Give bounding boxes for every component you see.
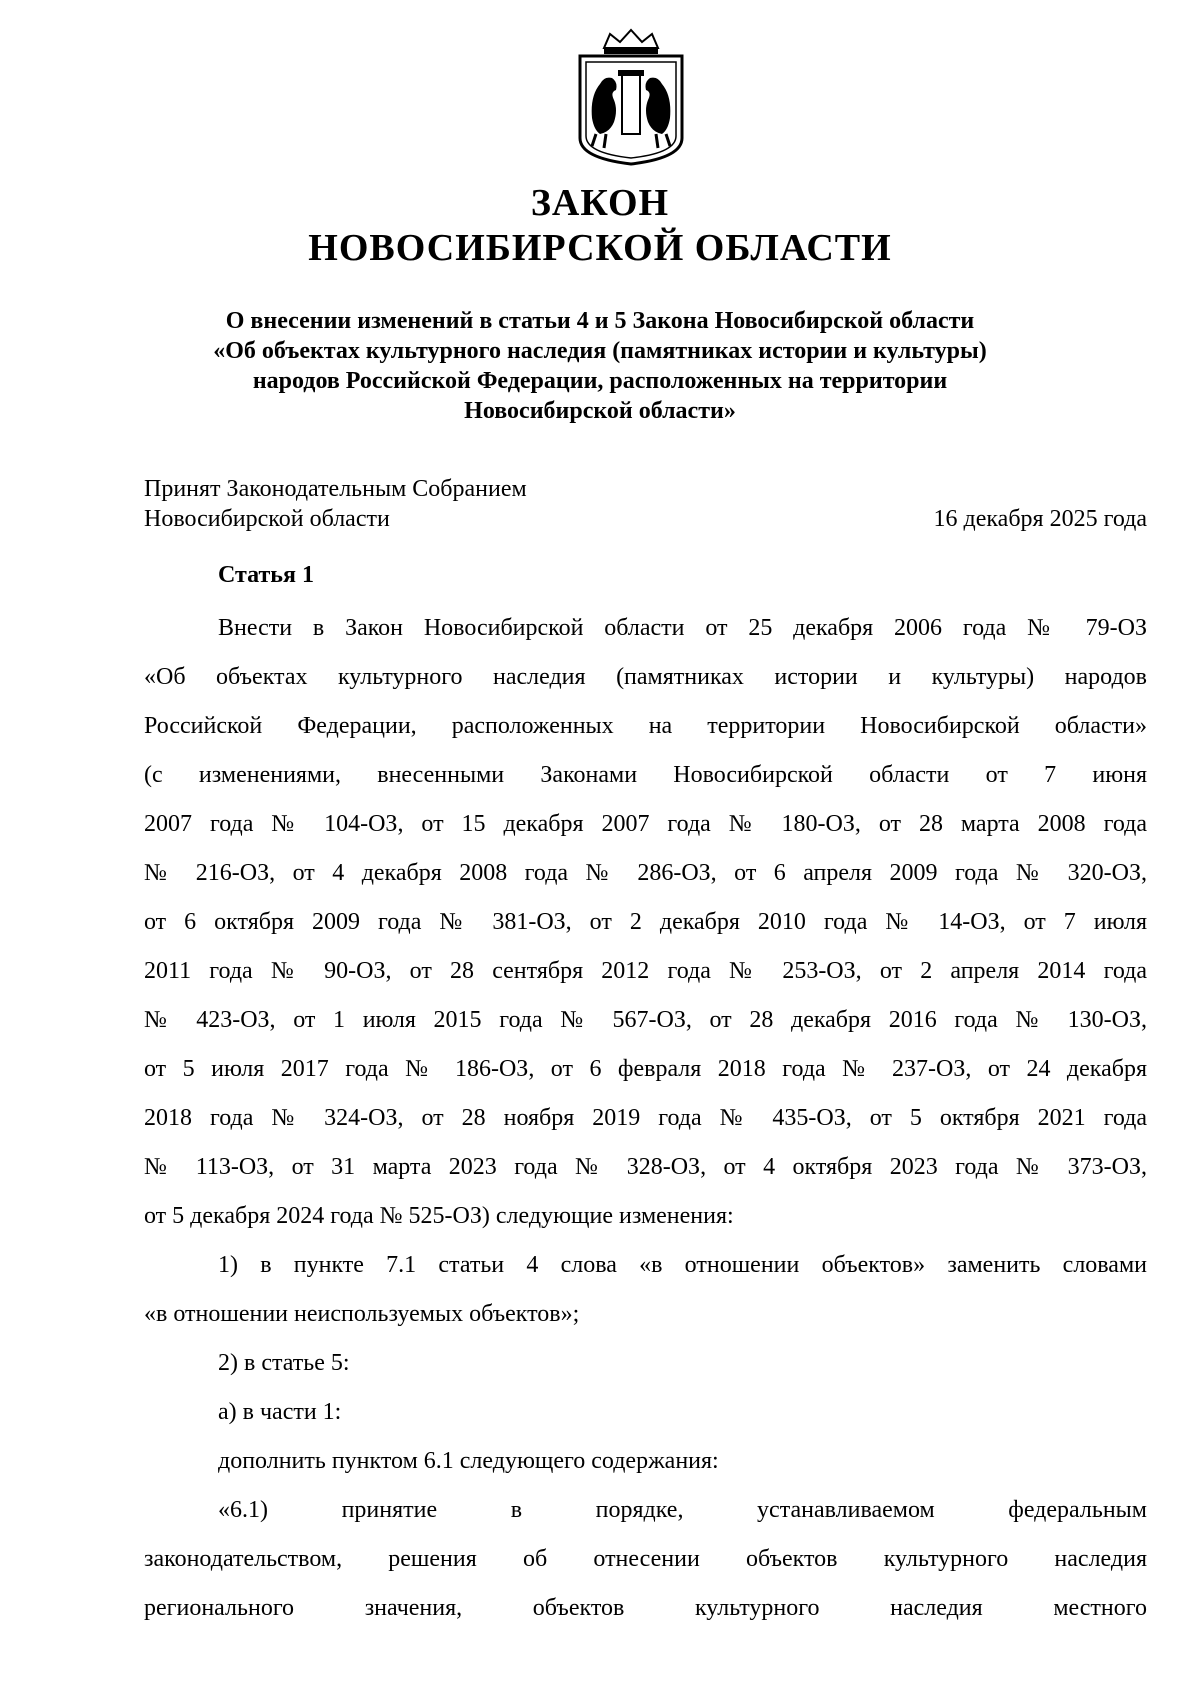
body-line: № 216-ОЗ, от 4 декабря 2008 года № 286-ОЗ, от 6 апреля 2009 года № 320-ОЗ, [144, 860, 1147, 886]
adoption-line: Принят Законодательным Собранием [144, 476, 527, 502]
region-title: НОВОСИБИРСКОЙ ОБЛАСТИ [308, 227, 892, 269]
subtitle-line: О внесении изменений в статьи 4 и 5 Закона Новосибирской области [225, 308, 975, 334]
body-line: 2) в статье 5: [218, 1350, 350, 1376]
body-line: Внести в Закон Новосибирской области от 25 декабря 2006 года № 79-ОЗ [218, 615, 1147, 641]
body-line: № 423-ОЗ, от 1 июля 2015 года № 567-ОЗ, от 28 декабря 2016 года № 130-ОЗ, [144, 1007, 1147, 1033]
body-line: от 5 июля 2017 года № 186-ОЗ, от 6 февраля 2018 года № 237-ОЗ, от 24 декабря [144, 1056, 1147, 1082]
body-line: 2007 года № 104-ОЗ, от 15 декабря 2007 года № 180-ОЗ, от 28 марта 2008 года [144, 811, 1147, 837]
body-line: 1) в пункте 7.1 статьи 4 слова «в отношении объектов» заменить словами [218, 1252, 1147, 1278]
article-heading: Статья 1 [218, 562, 314, 588]
law-title: ЗАКОН [530, 182, 670, 224]
body-line: «в отношении неиспользуемых объектов»; [144, 1301, 580, 1327]
subtitle-line: Новосибирской области» [464, 398, 736, 424]
body-line: от 6 октября 2009 года № 381-ОЗ, от 2 декабря 2010 года № 14-ОЗ, от 7 июля [144, 909, 1147, 935]
body-line: 2011 года № 90-ОЗ, от 28 сентября 2012 года № 253-ОЗ, от 2 апреля 2014 года [144, 958, 1147, 984]
body-line: (с изменениями, внесенными Законами Новосибирской области от 7 июня [144, 762, 1147, 788]
subtitle-line: «Об объектах культурного наследия (памятниках истории и культуры) [213, 338, 987, 364]
subtitle-line: народов Российской Федерации, расположенных на территории [252, 368, 948, 394]
coat-of-arms-emblem [570, 26, 692, 166]
adoption-line: Новосибирской области [144, 506, 390, 532]
adoption-date: 16 декабря 2025 года [933, 506, 1147, 532]
body-line: законодательством, решения об отнесении объектов культурного наследия [144, 1546, 1147, 1572]
body-line: дополнить пунктом 6.1 следующего содержания: [218, 1448, 719, 1474]
law-subtitle [150, 306, 1050, 426]
body-line: № 113-ОЗ, от 31 марта 2023 года № 328-ОЗ, от 4 октября 2023 года № 373-ОЗ, [144, 1154, 1147, 1180]
adoption-statement [144, 474, 527, 534]
body-line: «Об объектах культурного наследия (памятниках истории и культуры) народов [144, 664, 1147, 690]
body-line: регионального значения, объектов культурного наследия местного [144, 1595, 1147, 1621]
article-body [144, 604, 1147, 1633]
body-line: 2018 года № 324-ОЗ, от 28 ноября 2019 года № 435-ОЗ, от 5 октября 2021 года [144, 1105, 1147, 1131]
coat-of-arms-icon [570, 26, 692, 166]
body-line: от 5 декабря 2024 года № 525-ОЗ) следующие изменения: [144, 1203, 734, 1229]
body-line: а) в части 1: [218, 1399, 342, 1425]
body-line: Российской Федерации, расположенных на территории Новосибирской области» [144, 713, 1147, 739]
body-line: «6.1) принятие в порядке, устанавливаемом федеральным [218, 1497, 1147, 1523]
